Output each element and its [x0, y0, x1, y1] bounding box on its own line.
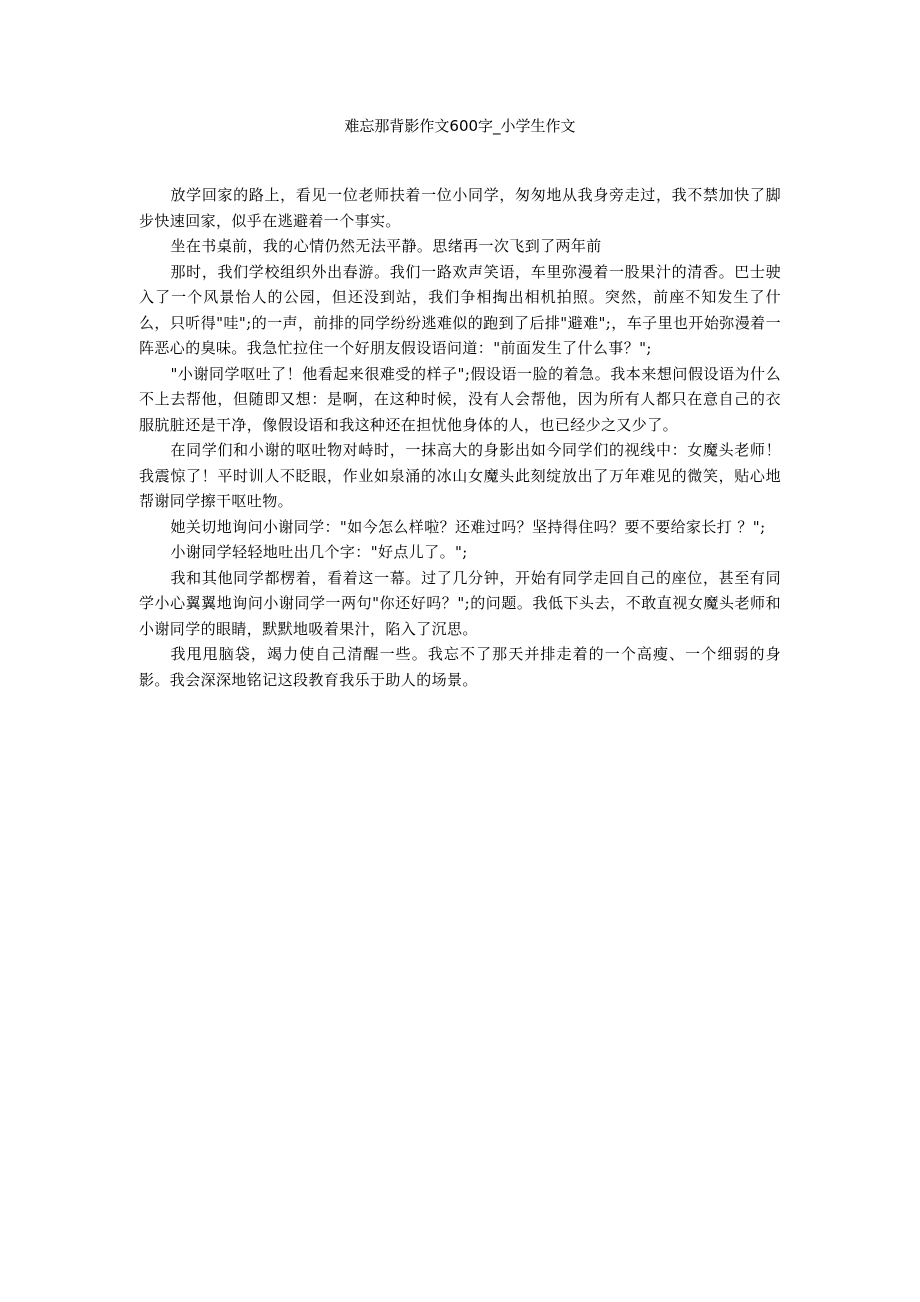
- paragraph-1: 放学回家的路上，看见一位老师扶着一位小同学，匆匆地从我身旁走过，我不禁加快了脚步快速回家，似乎在逃避着一个事实。: [139, 186, 781, 230]
- paragraph-3: 那时，我们学校组织外出春游。我们一路欢声笑语，车里弥漫着一股果汁的清香。巴士驶入了一个风景怡人的公园，但还没到站，我们争相掏出相机拍照。突然，前座不知发生了什么，只听得"哇";的一声，前排的同学纷纷逃难似的跑到了后排"避难";，车子里也开始弥漫着一阵恶心的臭味。我急忙拉住一个好朋友假设语问道："前面发生了什么事？";: [139, 262, 781, 357]
- paragraph-8: 我和其他同学都楞着，看着这一幕。过了几分钟，开始有同学走回自己的座位，甚至有同学小心翼翼地询问小谢同学一两句"你还好吗？";的问题。我低下头去，不敢直视女魔头老师和小谢同学的眼睛，默默地吸着果汁，陷入了沉思。: [139, 568, 781, 638]
- paragraph-4: "小谢同学呕吐了！他看起来很难受的样子";假设语一脸的着急。我本来想问假设语为什么不上去帮他，但随即又想：是啊，在这种时候，没有人会帮他，因为所有人都只在意自己的衣服肮脏还是干净，像假设语和我这种还在担忧他身体的人，也已经少之又少了。: [139, 364, 781, 434]
- paragraph-6: 她关切地询问小谢同学："如今怎么样啦？还难过吗？坚持得住吗？要不要给家长打 ？";: [170, 517, 766, 536]
- document-body: [139, 183, 781, 693]
- paragraph-2: 坐在书桌前，我的心情仍然无法平静。思绪再一次飞到了两年前: [170, 237, 602, 255]
- document-title: 难忘那背影作文600字_小学生作文: [344, 117, 576, 135]
- paragraph-7: 小谢同学轻轻地吐出几个字："好点儿了。";: [170, 543, 468, 561]
- paragraph-9: 我甩甩脑袋，竭力使自己清醒一些。我忘不了那天并排走着的一个高瘦、一个细弱的身影。我会深深地铭记这段教育我乐于助人的场景。: [139, 645, 781, 689]
- paragraph-5: 在同学们和小谢的呕吐物对峙时，一抹高大的身影出如今同学们的视线中：女魔头老师！我震惊了！平时训人不眨眼，作业如泉涌的冰山女魔头此刻绽放出了万年难见的微笑，贴心地帮谢同学擦干呕吐物。: [139, 441, 781, 510]
